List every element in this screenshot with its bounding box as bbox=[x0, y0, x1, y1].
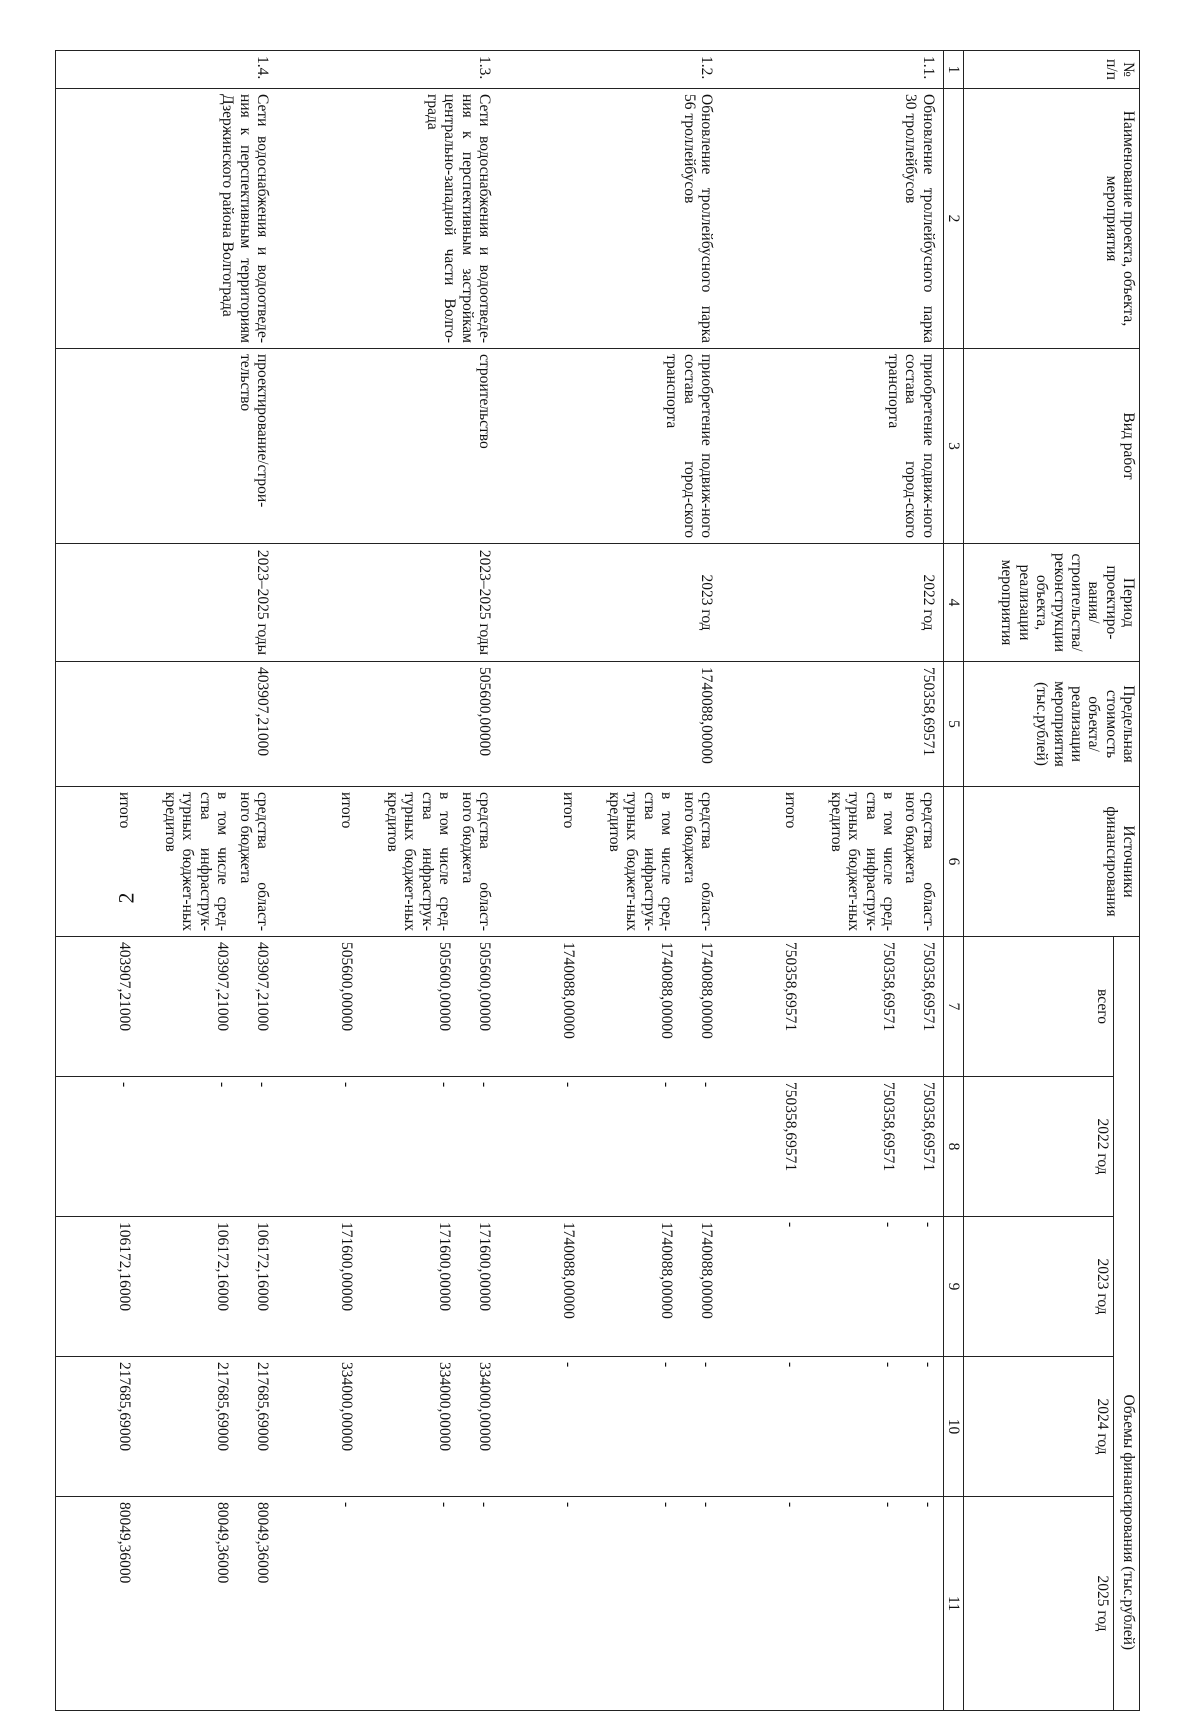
amount-2023: - bbox=[721, 1217, 801, 1357]
amount-2023: 1740088,00000 bbox=[677, 1217, 721, 1357]
funding-source: итого bbox=[721, 787, 801, 937]
column-number: 5 bbox=[943, 662, 963, 787]
amount-2022: - bbox=[357, 1077, 455, 1217]
amount-2024: - bbox=[677, 1357, 721, 1497]
amount-2022: - bbox=[455, 1077, 499, 1217]
column-number-row bbox=[943, 51, 963, 1711]
max-cost: 403907,21000 bbox=[55, 662, 277, 787]
project-name: Сети водоснабжения и водоотведе-ния к перспективным застройкам центрально-западной части Волго-града bbox=[277, 89, 499, 349]
project-name: Сети водоснабжения и водоотведе-ния к перспективным территориям Дзержинского района Волгограда bbox=[55, 89, 277, 349]
column-number: 7 bbox=[943, 937, 963, 1077]
funding-source: итого bbox=[55, 787, 135, 937]
amount-2024: 217685,69000 bbox=[135, 1357, 233, 1497]
period: 2023–2025 годы bbox=[55, 544, 277, 662]
row-number: 1.4. bbox=[55, 51, 277, 89]
amount-total: 403907,21000 bbox=[135, 937, 233, 1077]
column-number: 2 bbox=[943, 89, 963, 349]
amount-total: 403907,21000 bbox=[233, 937, 277, 1077]
header-source: Источники финансирования bbox=[964, 787, 1140, 937]
table-row bbox=[899, 51, 943, 1711]
amount-2025: - bbox=[455, 1497, 499, 1711]
column-number: 6 bbox=[943, 787, 963, 937]
funding-source: в том числе сред-ства инфраструк-турных бюджет-ных кредитов bbox=[801, 787, 899, 937]
header-period: Период проектиро- вания/ строительства/ реконструкции объекта, реализации мероприятия bbox=[964, 544, 1140, 662]
period: 2022 год bbox=[721, 544, 943, 662]
amount-total: 505600,00000 bbox=[357, 937, 455, 1077]
work-type: строительство bbox=[277, 349, 499, 544]
amount-2024: - bbox=[499, 1357, 579, 1497]
project-name: Обновление троллейбусного парка 56 троллейбусов bbox=[499, 89, 721, 349]
amount-2023: - bbox=[801, 1217, 899, 1357]
financing-table bbox=[55, 50, 1140, 1711]
column-number: 11 bbox=[943, 1497, 963, 1711]
amount-total: 1740088,00000 bbox=[677, 937, 721, 1077]
funding-source: итого bbox=[499, 787, 579, 937]
amount-2024: - bbox=[899, 1357, 943, 1497]
amount-2022: 750358,69571 bbox=[721, 1077, 801, 1217]
amount-2022: - bbox=[55, 1077, 135, 1217]
amount-2023: 171600,00000 bbox=[277, 1217, 357, 1357]
amount-2024: - bbox=[801, 1357, 899, 1497]
amount-2025: 80049,36000 bbox=[135, 1497, 233, 1711]
amount-2023: 106172,16000 bbox=[135, 1217, 233, 1357]
amount-2025: 80049,36000 bbox=[233, 1497, 277, 1711]
amount-2024: - bbox=[579, 1357, 677, 1497]
column-number: 1 bbox=[943, 51, 963, 89]
amount-2022: - bbox=[499, 1077, 579, 1217]
header-name: Наименование проекта, объекта, мероприятия bbox=[964, 89, 1140, 349]
amount-2025: - bbox=[721, 1497, 801, 1711]
period: 2023 год bbox=[499, 544, 721, 662]
header-number: № п/п bbox=[964, 51, 1140, 89]
amount-2024: 334000,00000 bbox=[455, 1357, 499, 1497]
amount-2022: - bbox=[579, 1077, 677, 1217]
header-2023: 2023 год bbox=[964, 1217, 1114, 1357]
work-type: приобретение подвиж-ного состава город-ского транспорта bbox=[499, 349, 721, 544]
column-number: 4 bbox=[943, 544, 963, 662]
amount-total: 750358,69571 bbox=[899, 937, 943, 1077]
amount-2022: - bbox=[233, 1077, 277, 1217]
column-number: 3 bbox=[943, 349, 963, 544]
amount-2022: 750358,69571 bbox=[899, 1077, 943, 1217]
table-header bbox=[943, 51, 1139, 1711]
amount-total: 750358,69571 bbox=[801, 937, 899, 1077]
amount-total: 1740088,00000 bbox=[579, 937, 677, 1077]
amount-total: 750358,69571 bbox=[721, 937, 801, 1077]
column-number: 10 bbox=[943, 1357, 963, 1497]
rotated-table-container bbox=[116, 50, 1140, 1710]
header-total: всего bbox=[964, 937, 1114, 1077]
amount-total: 505600,00000 bbox=[455, 937, 499, 1077]
amount-2025: - bbox=[677, 1497, 721, 1711]
page-number: 2 bbox=[113, 892, 139, 904]
amount-2023: 1740088,00000 bbox=[499, 1217, 579, 1357]
amount-total: 403907,21000 bbox=[55, 937, 135, 1077]
max-cost: 1740088,00000 bbox=[499, 662, 721, 787]
amount-2025: - bbox=[277, 1497, 357, 1711]
amount-2023: 171600,00000 bbox=[357, 1217, 455, 1357]
amount-2025: - bbox=[801, 1497, 899, 1711]
column-number: 9 bbox=[943, 1217, 963, 1357]
funding-source: итого bbox=[277, 787, 357, 937]
funding-source: средства област-ного бюджета bbox=[455, 787, 499, 937]
table-body bbox=[55, 51, 943, 1711]
header-work-type: Вид работ bbox=[964, 349, 1140, 544]
table-row bbox=[455, 51, 499, 1711]
amount-2023: 171600,00000 bbox=[455, 1217, 499, 1357]
funding-source: средства област-ного бюджета bbox=[233, 787, 277, 937]
amount-2023: 106172,16000 bbox=[55, 1217, 135, 1357]
funding-source: в том числе сред-ства инфраструк-турных бюджет-ных кредитов bbox=[579, 787, 677, 937]
column-number: 8 bbox=[943, 1077, 963, 1217]
amount-2022: - bbox=[135, 1077, 233, 1217]
amount-2025: - bbox=[357, 1497, 455, 1711]
period: 2023–2025 годы bbox=[277, 544, 499, 662]
amount-2022: 750358,69571 bbox=[801, 1077, 899, 1217]
max-cost: 505600,00000 bbox=[277, 662, 499, 787]
amount-2024: 334000,00000 bbox=[277, 1357, 357, 1497]
row-number: 1.1. bbox=[721, 51, 943, 89]
amount-2024: 217685,69000 bbox=[55, 1357, 135, 1497]
header-financing-group: Объемы финансирования (тыс.рублей) bbox=[1114, 937, 1140, 1711]
header-cost: Предельная стоимость объекта/ реализации мероприятия (тыс.рублей) bbox=[964, 662, 1140, 787]
amount-2022: - bbox=[677, 1077, 721, 1217]
max-cost: 750358,69571 bbox=[721, 662, 943, 787]
header-2025: 2025 год bbox=[964, 1497, 1114, 1711]
amount-total: 505600,00000 bbox=[277, 937, 357, 1077]
header-2022: 2022 год bbox=[964, 1077, 1114, 1217]
table-row bbox=[677, 51, 721, 1711]
amount-2024: 217685,69000 bbox=[233, 1357, 277, 1497]
amount-2023: 1740088,00000 bbox=[579, 1217, 677, 1357]
funding-source: средства област-ного бюджета bbox=[899, 787, 943, 937]
funding-source: в том числе сред-ства инфраструк-турных бюджет-ных кредитов bbox=[357, 787, 455, 937]
work-type: приобретение подвиж-ного состава город-ского транспорта bbox=[721, 349, 943, 544]
project-name: Обновление троллейбусного парка 30 троллейбусов bbox=[721, 89, 943, 349]
amount-total: 1740088,00000 bbox=[499, 937, 579, 1077]
amount-2022: - bbox=[277, 1077, 357, 1217]
work-type: проектирование/строи-тельство bbox=[55, 349, 277, 544]
table-row bbox=[233, 51, 277, 1711]
amount-2024: 334000,00000 bbox=[357, 1357, 455, 1497]
header-2024: 2024 год bbox=[964, 1357, 1114, 1497]
amount-2024: - bbox=[721, 1357, 801, 1497]
amount-2025: - bbox=[899, 1497, 943, 1711]
amount-2025: - bbox=[499, 1497, 579, 1711]
row-number: 1.2. bbox=[499, 51, 721, 89]
amount-2025: 80049,36000 bbox=[55, 1497, 135, 1711]
amount-2023: 106172,16000 bbox=[233, 1217, 277, 1357]
row-number: 1.3. bbox=[277, 51, 499, 89]
amount-2025: - bbox=[579, 1497, 677, 1711]
funding-source: в том числе сред-ства инфраструк-турных бюджет-ных кредитов bbox=[135, 787, 233, 937]
funding-source: средства област-ного бюджета bbox=[677, 787, 721, 937]
amount-2023: - bbox=[899, 1217, 943, 1357]
